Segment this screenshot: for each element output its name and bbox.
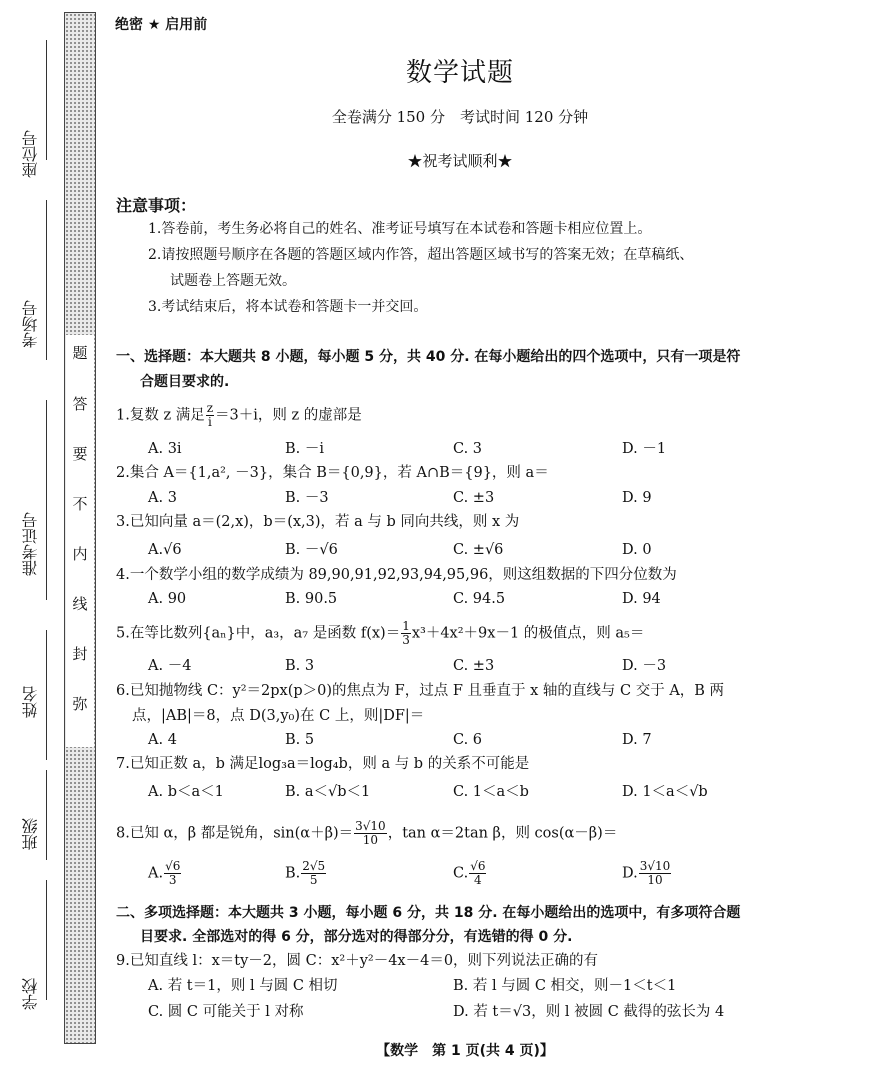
question-6-cont: 点，|AB|＝8，点 D(3,y₀)在 C 上，则|DF|＝ [132,708,425,724]
option-d: D. 0 [622,542,652,558]
fraction: $\frac{3√10}{10}$ [355,819,386,847]
note-item: 1.答卷前，考生务必将自己的姓名、准考证号填写在本试卷和答题卡相应位置上。 [148,221,652,237]
section-one-heading: 一、选择题：本大题共 8 小题，每小题 5 分，共 40 分. 在每小题给出的四个选项中，只有一项是符 [116,349,741,365]
fraction: $\frac{1}{3}$ [402,619,410,647]
question-text: ＝3＋i，则 z 的虚部是 [215,407,362,424]
seal-char: 线 [72,595,88,613]
question-text: 5.在等比数列{aₙ}中，a₃，a₇ 是函数 f(x)＝ [116,625,401,642]
option-b: B. －3 [285,490,329,506]
option-d: D. －1 [622,441,667,457]
school-label: 学校 [21,978,40,1010]
note-item: 3.考试结束后，将本试卷和答题卡一并交回。 [148,299,428,315]
fraction: $\frac{3√10}{10}$ [639,859,671,887]
seat-number-label: 座位号 [21,130,40,178]
option-a: A. 90 [148,591,187,607]
question-text: ，tan α＝2tan β，则 cos(α－β)＝ [387,825,618,842]
option-d: D. －3 [622,658,667,674]
option-c: C. 圆 C 可能关于 l 对称 [148,1004,304,1020]
exam-info: 全卷满分 150 分 考试时间 120 分钟 [331,108,589,126]
question-7: 7.已知正数 a，b 满足log₃a＝log₄b，则 a 与 b 的关系不可能是 [116,756,530,772]
option-c: C. ±3 [453,490,495,506]
page-title: 数学试题 [405,58,514,88]
fraction: $\frac{2√5}{5}$ [302,859,326,887]
seal-char: 封 [72,645,88,663]
fraction: $\frac{z}{i}$ [206,401,214,429]
option-c: C. ±√6 [453,542,504,558]
option-a: A. 3 [148,490,177,506]
fraction: $\frac{√6}{4}$ [470,859,486,887]
question-1 [116,402,362,429]
class-label: 班级 [21,818,40,850]
option-a: A. 3i [148,441,182,457]
seal-char: 题 [72,344,88,362]
option-b: B. 5 [285,732,315,748]
option-c: C. 6 [453,732,483,748]
option-b: B. 3 [285,658,315,674]
notes-heading: 注意事项： [116,196,197,215]
ticket-number-label: 准考证号 [21,512,40,576]
question-text: x³＋4x²＋9x－1 的极值点，则 a₅＝ [411,625,645,642]
section-two-heading-cont: 目要求. 全部选对的得 6 分，部分选对的得部分分，有选错的得 0 分. [140,929,573,945]
option-b: B. －i [285,441,325,457]
option-c: C. 1＜a＜b [453,784,529,800]
section-one-heading-cont: 合题目要求的. [140,374,230,390]
option-d: D. 7 [622,732,652,748]
seal-char: 要 [72,445,88,463]
option-a: A. 4 [148,732,177,748]
seal-char: 不 [72,495,88,513]
good-luck-text: ★祝考试顺利★ [407,152,513,170]
seal-char: 答 [72,395,88,413]
option-b: B. 若 l 与圆 C 相交，则－1＜t＜1 [453,978,677,994]
question-9: 9.已知直线 l：x＝ty－2，圆 C：x²＋y²－4x－4＝0，则下列说法正确的有 [116,953,599,969]
section-two-heading: 二、多项选择题：本大题共 3 小题，每小题 6 分，共 18 分. 在每小题给出的选项中，有多项符合题 [116,905,741,921]
fraction: $\frac{√6}{3}$ [165,859,181,887]
page-footer: 【数学 第 1 页(共 4 页)】 [376,1043,554,1059]
option-c: C. 3 [453,441,483,457]
confidential-label: 绝密 ★ 启用前 [115,17,208,33]
question-8 [116,820,617,847]
seal-char: 内 [72,545,88,563]
option-b: B. $\frac{2√5}{5}$ [285,859,326,887]
option-b: B. 90.5 [285,591,338,607]
option-a: A. $\frac{√6}{3}$ [148,859,181,887]
question-text: 1.复数 z 满足 [116,407,205,424]
option-d: D. 94 [622,591,661,607]
option-a: A. 若 t＝1，则 l 与圆 C 相切 [148,978,338,994]
option-d: D. $\frac{3√10}{10}$ [622,859,671,887]
option-c: C. $\frac{√6}{4}$ [453,859,486,887]
question-text: 8.已知 α，β 都是锐角，sin(α＋β)＝ [116,825,354,842]
option-d: D. 9 [622,490,652,506]
question-4: 4.一个数学小组的数学成绩为 89,90,91,92,93,94,95,96，则这组数据的下四分位数为 [116,567,677,583]
option-a: A. －4 [148,658,192,674]
seal-char: 弥 [72,695,88,713]
option-a: A. b＜a＜1 [148,784,224,800]
question-2: 2.集合 A＝{1,a², －3}，集合 B＝{0,9}，若 A∩B＝{9}，则 a＝ [116,465,549,481]
option-b: B. a＜√b＜1 [285,784,371,800]
name-label: 姓名 [21,686,40,718]
option-c: C. 94.5 [453,591,506,607]
question-6: 6.已知抛物线 C：y²＝2px(p＞0)的焦点为 F，过点 F 且垂直于 x 轴的直线与 C 交于 A，B 两 [116,683,725,699]
option-a: A.√6 [148,542,182,558]
exam-room-label: 考场号 [21,300,40,348]
note-item: 试题卷上答题无效。 [170,273,296,289]
option-d: D. 若 t＝√3，则 l 被圆 C 截得的弦长为 4 [453,1004,725,1020]
option-d: D. 1＜a＜√b [622,784,708,800]
option-b: B. －√6 [285,542,338,558]
question-5 [116,620,644,647]
option-c: C. ±3 [453,658,495,674]
note-item: 2.请按照题号顺序在各题的答题区域内作答，超出答题区域书写的答案无效；在草稿纸、 [148,247,694,263]
question-3: 3.已知向量 a＝(2,x)，b＝(x,3)，若 a 与 b 同向共线，则 x 为 [116,514,520,530]
